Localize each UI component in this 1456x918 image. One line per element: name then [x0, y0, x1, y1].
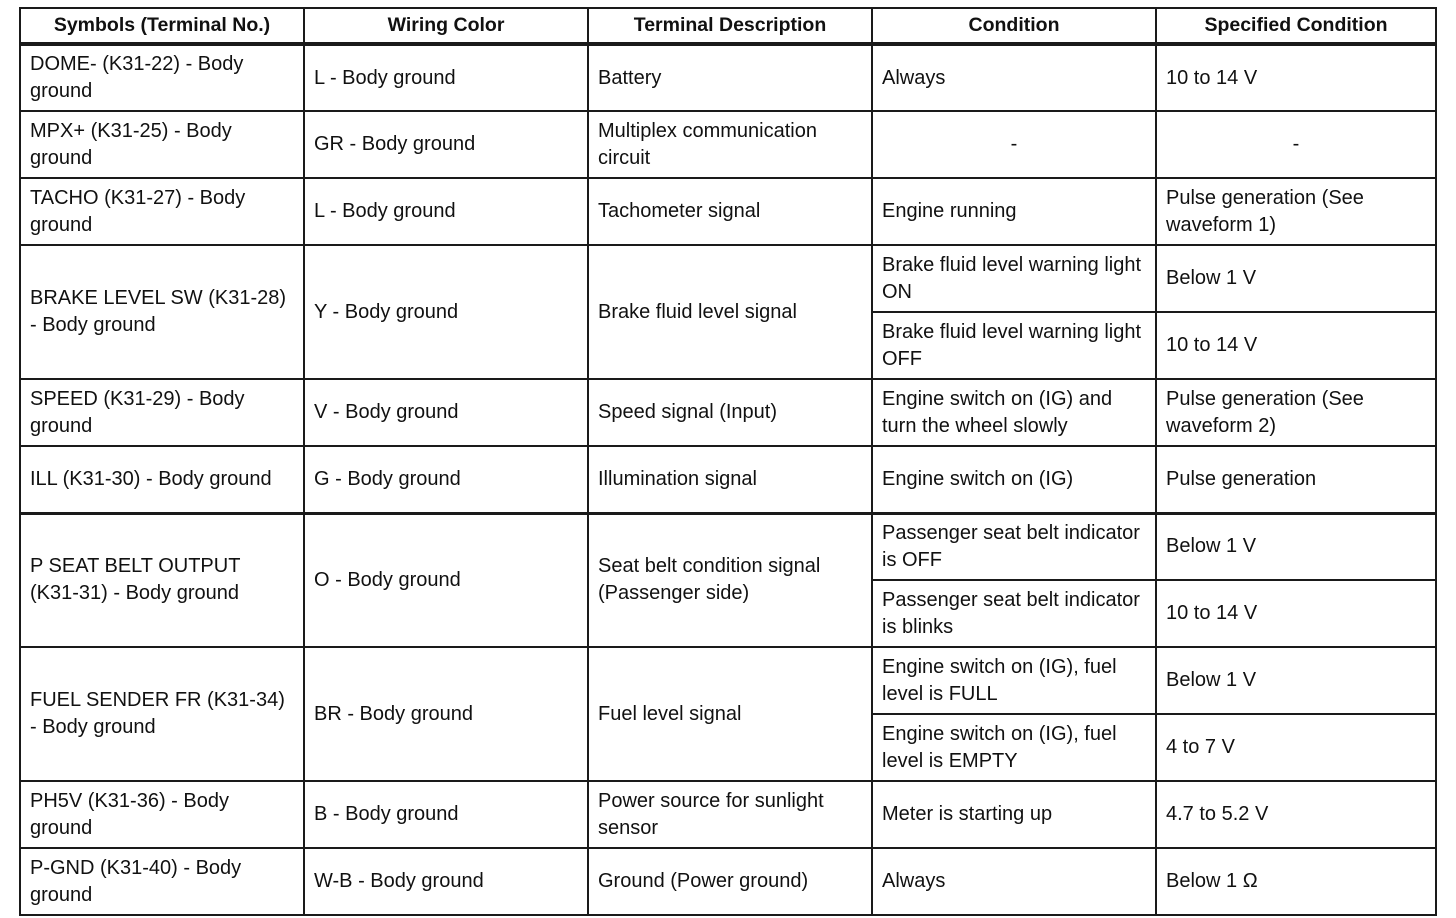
cell-wiring-color: Y - Body ground: [304, 245, 588, 379]
cell-condition: Engine switch on (IG) and turn the wheel slowly: [872, 379, 1156, 446]
cell-condition: Brake fluid level warning light ON: [872, 245, 1156, 312]
cell-condition: Engine switch on (IG), fuel level is EMPTY: [872, 714, 1156, 781]
cell-spec: 10 to 14 V: [1156, 580, 1436, 647]
cell-spec: 10 to 14 V: [1156, 312, 1436, 379]
cell-spec: Below 1 Ω: [1156, 848, 1436, 915]
header-condition: Condition: [872, 8, 1156, 44]
cell-symbol: P SEAT BELT OUTPUT (K31-31) - Body ground: [20, 513, 304, 647]
cell-symbol: MPX+ (K31-25) - Body ground: [20, 111, 304, 178]
cell-wiring-color: BR - Body ground: [304, 647, 588, 781]
cell-spec: Pulse generation (See waveform 1): [1156, 178, 1436, 245]
table-row: [20, 513, 1436, 580]
cell-spec: Below 1 V: [1156, 513, 1436, 580]
cell-spec: -: [1156, 111, 1436, 178]
cell-condition: -: [872, 111, 1156, 178]
cell-spec: 10 to 14 V: [1156, 44, 1436, 111]
table-header-row: [20, 8, 1436, 44]
cell-symbol: P-GND (K31-40) - Body ground: [20, 848, 304, 915]
cell-condition: Engine switch on (IG): [872, 446, 1156, 513]
cell-spec: 4.7 to 5.2 V: [1156, 781, 1436, 848]
cell-description: Fuel level signal: [588, 647, 872, 781]
cell-description: Power source for sunlight sensor: [588, 781, 872, 848]
cell-spec: Pulse generation (See waveform 2): [1156, 379, 1436, 446]
cell-spec: Pulse generation: [1156, 446, 1436, 513]
cell-symbol: SPEED (K31-29) - Body ground: [20, 379, 304, 446]
cell-wiring-color: L - Body ground: [304, 178, 588, 245]
cell-symbol: BRAKE LEVEL SW (K31-28) - Body ground: [20, 245, 304, 379]
cell-wiring-color: B - Body ground: [304, 781, 588, 848]
cell-symbol: TACHO (K31-27) - Body ground: [20, 178, 304, 245]
cell-wiring-color: O - Body ground: [304, 513, 588, 647]
cell-description: Illumination signal: [588, 446, 872, 513]
cell-condition: Engine switch on (IG), fuel level is FULL: [872, 647, 1156, 714]
cell-description: Ground (Power ground): [588, 848, 872, 915]
table-row: [20, 781, 1436, 848]
cell-description: Seat belt condition signal (Passenger side): [588, 513, 872, 647]
cell-description: Battery: [588, 44, 872, 111]
cell-wiring-color: G - Body ground: [304, 446, 588, 513]
cell-description: Multiplex communication circuit: [588, 111, 872, 178]
cell-spec: Below 1 V: [1156, 647, 1436, 714]
cell-symbol: ILL (K31-30) - Body ground: [20, 446, 304, 513]
header-symbols: Symbols (Terminal No.): [20, 8, 304, 44]
cell-symbol: DOME- (K31-22) - Body ground: [20, 44, 304, 111]
header-wiring-color: Wiring Color: [304, 8, 588, 44]
cell-description: Speed signal (Input): [588, 379, 872, 446]
table-row: [20, 178, 1436, 245]
cell-condition: Always: [872, 848, 1156, 915]
cell-condition: Brake fluid level warning light OFF: [872, 312, 1156, 379]
table-row: [20, 647, 1436, 714]
header-specified-condition: Specified Condition: [1156, 8, 1436, 44]
table-row: [20, 848, 1436, 915]
terminal-spec-table: [19, 7, 1437, 916]
table-row: [20, 44, 1436, 111]
cell-symbol: FUEL SENDER FR (K31-34) - Body ground: [20, 647, 304, 781]
table-row: [20, 446, 1436, 513]
cell-wiring-color: L - Body ground: [304, 44, 588, 111]
table-row: [20, 111, 1436, 178]
cell-wiring-color: V - Body ground: [304, 379, 588, 446]
cell-description: Brake fluid level signal: [588, 245, 872, 379]
cell-condition: Always: [872, 44, 1156, 111]
cell-description: Tachometer signal: [588, 178, 872, 245]
cell-symbol: PH5V (K31-36) - Body ground: [20, 781, 304, 848]
header-terminal-description: Terminal Description: [588, 8, 872, 44]
cell-condition: Passenger seat belt indicator is OFF: [872, 513, 1156, 580]
table-row: [20, 379, 1436, 446]
cell-condition: Meter is starting up: [872, 781, 1156, 848]
cell-wiring-color: GR - Body ground: [304, 111, 588, 178]
cell-condition: Engine running: [872, 178, 1156, 245]
cell-condition: Passenger seat belt indicator is blinks: [872, 580, 1156, 647]
cell-spec: Below 1 V: [1156, 245, 1436, 312]
table-row: [20, 245, 1436, 312]
cell-wiring-color: W-B - Body ground: [304, 848, 588, 915]
cell-spec: 4 to 7 V: [1156, 714, 1436, 781]
